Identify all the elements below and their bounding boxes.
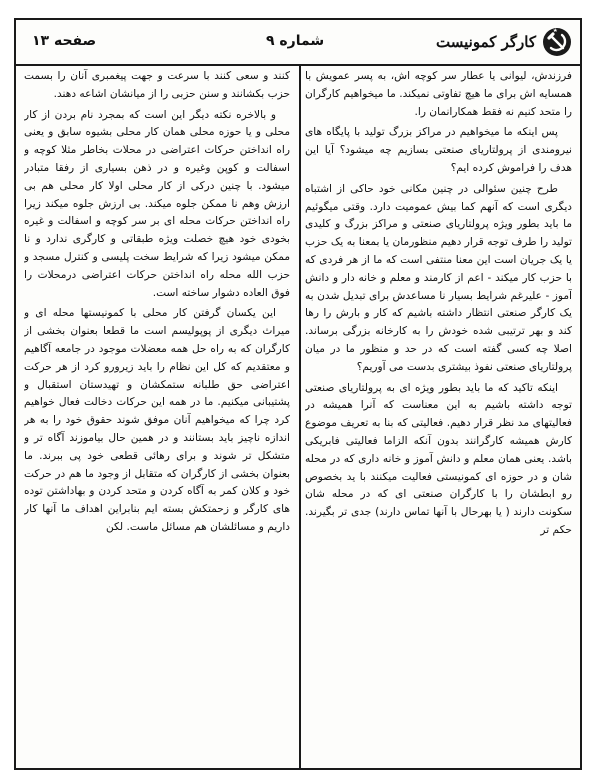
column-divider bbox=[299, 64, 301, 768]
masthead-title: کارگر کمونیست bbox=[436, 33, 536, 51]
issue-number: شماره ۹ bbox=[266, 33, 325, 49]
hammer-sickle-icon bbox=[542, 27, 572, 57]
paragraph: فرزندش، لیوانی یا عطار سر کوچه اش، به پسر عمویش با همسایه اش برای ما هیچ تفاوتی نمیکند. ما میخواهیم کارگران را متحد کنیم نه فقط همکارانمان را. bbox=[305, 70, 572, 118]
paragraph: اینکه تاکید که ما باید بطور ویژه ای به پرولتاریای صنعتی توجه داشته باشیم به این معناست که آنرا همیشه در فعالیتهای مد نظر قرار دهیم. فعالیتی که بنا به تعریف موضوع کارش همیشه کارگرانند بدون آنکه الزاما فعالیتی فابریکی باشد. یعنی همان معلم و دانش آموز و خانه داری که در محله شان و در حوزه ای کمونیستی فعالیت میکنند با ید بخصوص رو ابطشان را با کارگران صنعتی ای که در محله شان سکونت دارند ( یا بهرحال با آنها تماس دارند) جدی تر بگیرند. حکم تر bbox=[305, 381, 572, 536]
paragraph: کنند و سعی کنند با سرعت و جهت پیغمبری آنان را بسمت حزب بکشانند و سنن حزبی را از میانشان اشاعه دهند. bbox=[24, 70, 290, 100]
paragraph: طرح چنین سئوالی در چنین مکانی خود حاکی از اشتباه دیگری است که آنهم کما بیش عمومیت دارد. وقتی میگوئیم ما باید بطور ویژه پرولتاریای صنعتی و مراکز بزرگ و کلیدی تولید را طرف توجه قرار دهیم منظورمان یا بمعنا به یک حزب یا یک جریان است این معنا منتفی است که ما از هر فردی که با حزب کار میکند - اعم از کارمند و معلم و خانه دار و دانش آموز - علیرغم شرایط بسیار نا مساعدش برای تبدیل شدن به یک کارگر صنعتی انتظار داشته باشیم که کار و بارش را رها کند و بهر ترتیبی شده خودش را به کارخانه بزرگی برساند. اصلا چه کسی گفته است که در حد و منظور ما در میان پرولتاریای صنعتی نفوذ بیشتری بدست می آوریم؟ bbox=[305, 182, 572, 373]
newspaper-page bbox=[14, 18, 582, 770]
column-right bbox=[305, 68, 572, 762]
page-header bbox=[16, 20, 580, 66]
paragraph: پس اینکه ما میخواهیم در مراکز بزرگ تولید با پایگاه های نیرومندی از پرولتاریای صنعتی بسازیم چه میشود؟ آیا این هدف را فراموش کرده ایم؟ bbox=[305, 126, 572, 174]
page-number: صفحه ۱۳ bbox=[32, 33, 97, 49]
masthead bbox=[436, 26, 572, 58]
paragraph: این یکسان گرفتن کار محلی با کمونیستها محله ای و میراث دیگری از پوپولیسم است ما قطعا بعنوان بخشی از کارگران که به راه حل همه معضلات موجود در جامعه آگاهیم و معتقدیم که کل این نظام را باید زیرورو کرد از هر حرکت اعتراضی حق طلبانه ستمکشان و تهیدستان استقبال و پشتیبانی میکنیم. ما در همه این حرکات دخالت فعال خواهیم کرد چرا که میخواهیم آنان موفق شوند حقوق خود را به هر اندازه ناچیز باید بستانند و در همین حال بیاموزند آگاه تر و متشکل تر شوند و برای رهائی قطعی خود پی ببرند. ما بعنوان بخشی از کارگران که متقابل از وجود ما هم در حرکت خود و کلان کمر به آگاه کردن و متحد کردن و بهاداشتن توده های کارگر و زحمتکش بسته ایم بنابراین اهداف ما آنها کار داریم و مسائلشان هم مسائل ماست. لکن bbox=[24, 307, 290, 533]
column-left bbox=[24, 68, 290, 762]
paragraph: و بالاخره نکته دیگر این است که بمجرد نام بردن از کار محلی و یا حوزه محلی همان کار محلی بشیوه سابق و یعنی راه انداختن حرکات اعتراضی در محلات بخاطر مثلا کوچه و اسفالت و کوپن وغیره و در ذهن بسیاری از رفقا متبادر میشود. با چنین درکی از کار محلی اولا کار محلی هم بی ارزش وهم نا ممکن جلوه میکند. بی ارزش جلوه میکند زیرا راه انداختن حرکات محله ای بر سر کوچه و اسفالت و غیره بخودی خود هیچ خصلت ویژه طبقاتی و کارگری ندارد و نا ممکن میشود زیرا که شرایط سخت پلیسی و کنترل مسجد و حزب الله محله راه انداختن حرکات اعتراضی درمحلات را فوق العاده دشوار ساخته است. bbox=[24, 108, 290, 299]
